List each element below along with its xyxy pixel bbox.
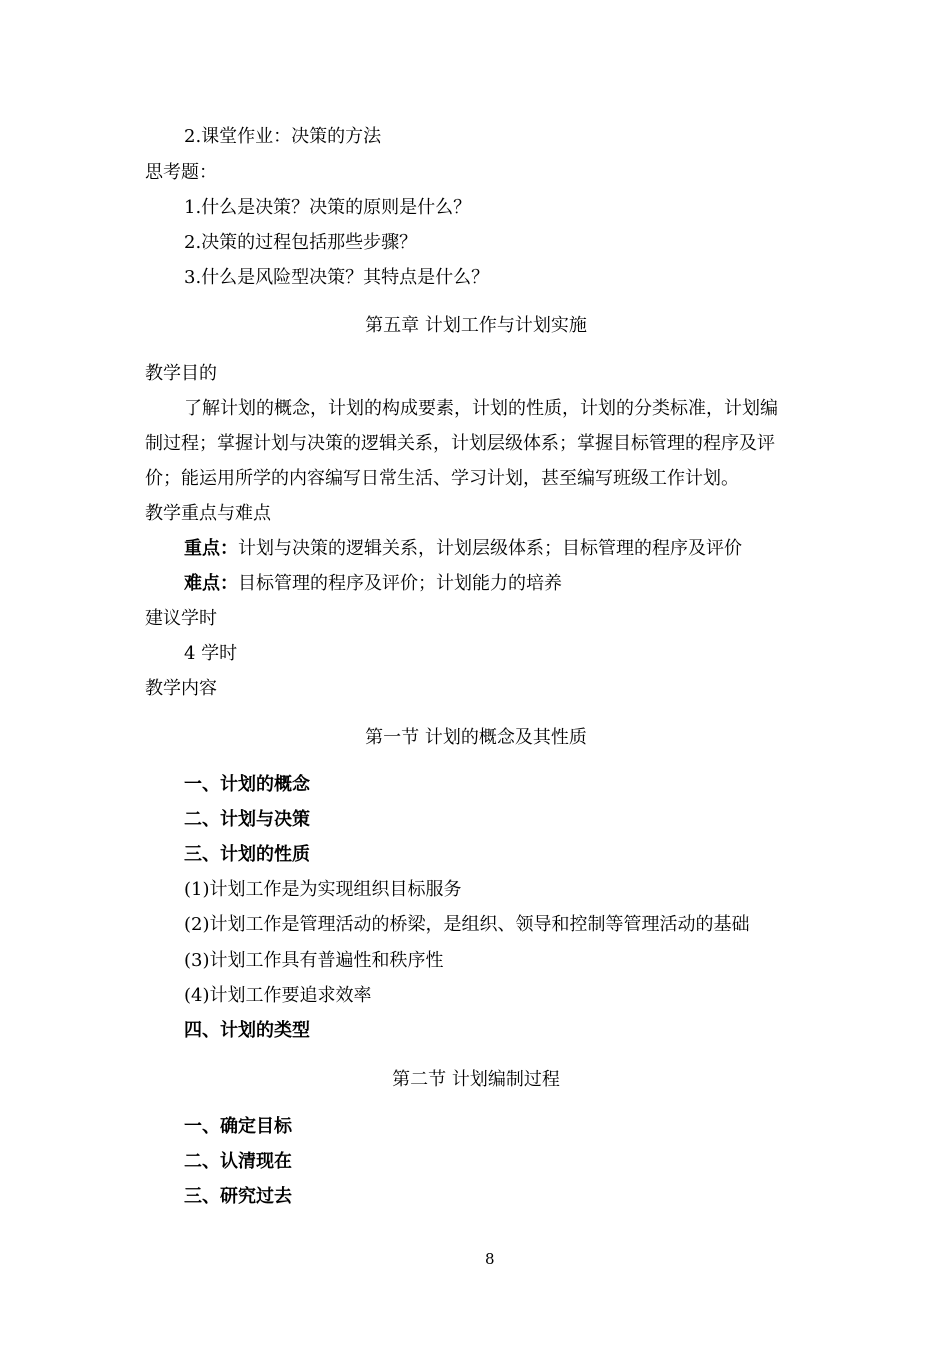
section1-item: 四、计划的类型: [184, 1020, 310, 1041]
question-item: 2.决策的过程包括那些步骤？: [184, 232, 418, 253]
section1-item: 一、计划的概念: [184, 774, 310, 795]
difficult-label: 难点：: [184, 573, 238, 594]
key-label: 重点：: [184, 538, 238, 559]
property-item: (4)计划工作要追求效率: [184, 985, 372, 1006]
objectives-paragraph-line: 价；能运用所学的内容编写日常生活、学习计划，甚至编写班级工作计划。: [145, 468, 739, 489]
key-points-heading: 教学重点与难点: [145, 503, 271, 524]
key-point-line: [184, 538, 742, 560]
difficult-text: 目标管理的程序及评价；计划能力的培养: [238, 573, 562, 594]
section2-title: 第二节 计划编制过程: [392, 1069, 560, 1090]
questions-heading: 思考题：: [145, 162, 217, 183]
objectives-paragraph-line: 制过程；掌握计划与决策的逻辑关系，计划层级体系；掌握目标管理的程序及评: [145, 433, 775, 454]
classwork-line: 2.课堂作业：决策的方法: [184, 126, 382, 147]
hours-heading: 建议学时: [145, 608, 217, 629]
objectives-heading: 教学目的: [145, 363, 217, 384]
section1-item: 二、计划与决策: [184, 809, 310, 830]
section2-item: 二、认清现在: [184, 1151, 292, 1172]
section2-item: 三、研究过去: [184, 1186, 292, 1207]
section1-item: 三、计划的性质: [184, 844, 310, 865]
page-number: 8: [485, 1250, 495, 1268]
chapter-title: 第五章 计划工作与计划实施: [365, 315, 587, 336]
question-item: 1.什么是决策？决策的原则是什么？: [184, 197, 472, 218]
key-text: 计划与决策的逻辑关系，计划层级体系；目标管理的程序及评价: [238, 538, 742, 559]
section1-title: 第一节 计划的概念及其性质: [365, 727, 587, 748]
property-item: (3)计划工作具有普遍性和秩序性: [184, 950, 444, 971]
hours-value: 4 学时: [184, 643, 238, 664]
content-heading: 教学内容: [145, 678, 217, 699]
section2-item: 一、确定目标: [184, 1116, 292, 1137]
objectives-paragraph-line: 了解计划的概念，计划的构成要素，计划的性质，计划的分类标准，计划编: [184, 398, 778, 419]
question-item: 3.什么是风险型决策？其特点是什么？: [184, 267, 490, 288]
property-item: (1)计划工作是为实现组织目标服务: [184, 879, 462, 900]
property-item: (2)计划工作是管理活动的桥梁，是组织、领导和控制等管理活动的基础: [184, 914, 750, 935]
difficult-point-line: [184, 573, 562, 595]
